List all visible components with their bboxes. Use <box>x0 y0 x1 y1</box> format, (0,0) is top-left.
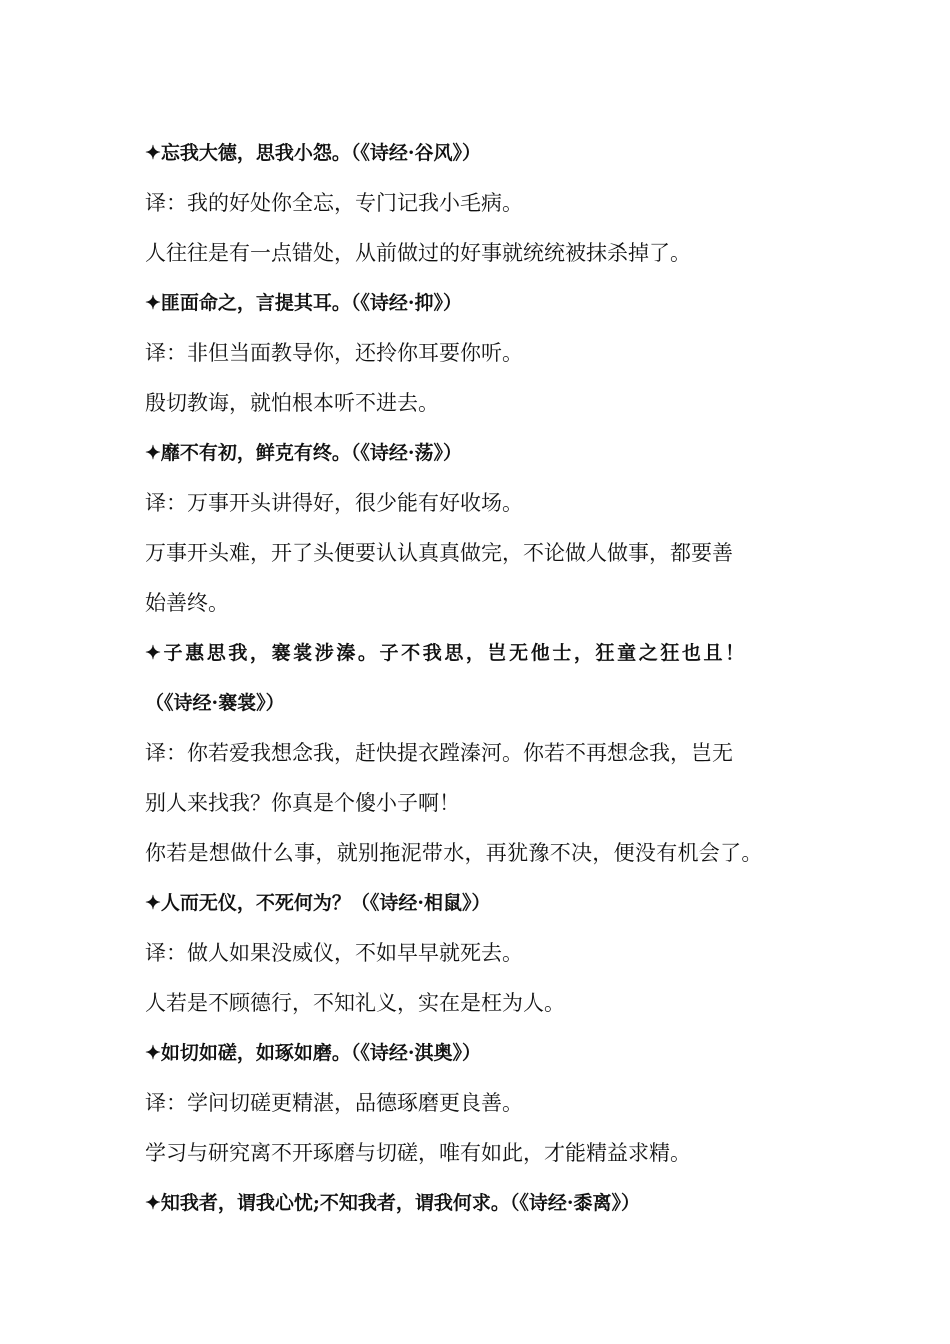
translation-text: 译：万事开头讲得好，很少能有好收场。 <box>145 491 523 515</box>
explanation-text: 万事开头难，开了头便要认认真真做完，不论做人做事，都要善 <box>145 541 733 565</box>
quote-heading: ✦靡不有初，鲜克有终。（《诗经·荡》） <box>145 442 463 464</box>
quote-heading: ✦子惠思我，褰裳涉溱。子不我思，岂无他士，狂童之狂也且！ <box>145 642 747 664</box>
explanation-text: 人若是不顾德行，不知礼义，实在是枉为人。 <box>145 991 565 1015</box>
explanation-text: 学习与研究离不开琢磨与切磋，唯有如此，才能精益求精。 <box>145 1141 691 1165</box>
translation-text: 译：做人如果没威仪，不如早早就死去。 <box>145 941 523 965</box>
quote-heading: ✦匪面命之，言提其耳。（《诗经·抑》） <box>145 292 463 314</box>
document-content <box>145 128 810 1228</box>
translation-text: 译：学问切磋更精湛，品德琢磨更良善。 <box>145 1091 523 1115</box>
quote-heading: ✦知我者，谓我心忧;不知我者，谓我何求。（《诗经·黍离》） <box>145 1192 641 1214</box>
translation-text: 译：我的好处你全忘，专门记我小毛病。 <box>145 191 523 215</box>
translation-text: 译：你若爱我想念我，赶快提衣蹚溱河。你若不再想念我，岂无 <box>145 741 733 765</box>
translation-text: 译：非但当面教导你，还拎你耳要你听。 <box>145 341 523 365</box>
translation-text-continued: 别人来找我？你真是个傻小子啊！ <box>145 791 460 815</box>
explanation-text: 殷切教诲，就怕根本听不进去。 <box>145 391 439 415</box>
explanation-text: 你若是想做什么事，就别拖泥带水，再犹豫不决，便没有机会了。 <box>145 841 763 865</box>
quote-heading: ✦忘我大德，思我小怨。（《诗经·谷风》） <box>145 142 482 164</box>
explanation-text: 人往往是有一点错处，从前做过的好事就统统被抹杀掉了。 <box>145 241 691 265</box>
explanation-text-continued: 始善终。 <box>145 591 229 615</box>
quote-source: （《诗经·褰裳》） <box>145 692 285 714</box>
quote-heading: ✦如切如磋，如琢如磨。（《诗经·淇奥》） <box>145 1042 482 1064</box>
quote-heading: ✦人而无仪，不死何为？（《诗经·相鼠》） <box>145 892 491 914</box>
